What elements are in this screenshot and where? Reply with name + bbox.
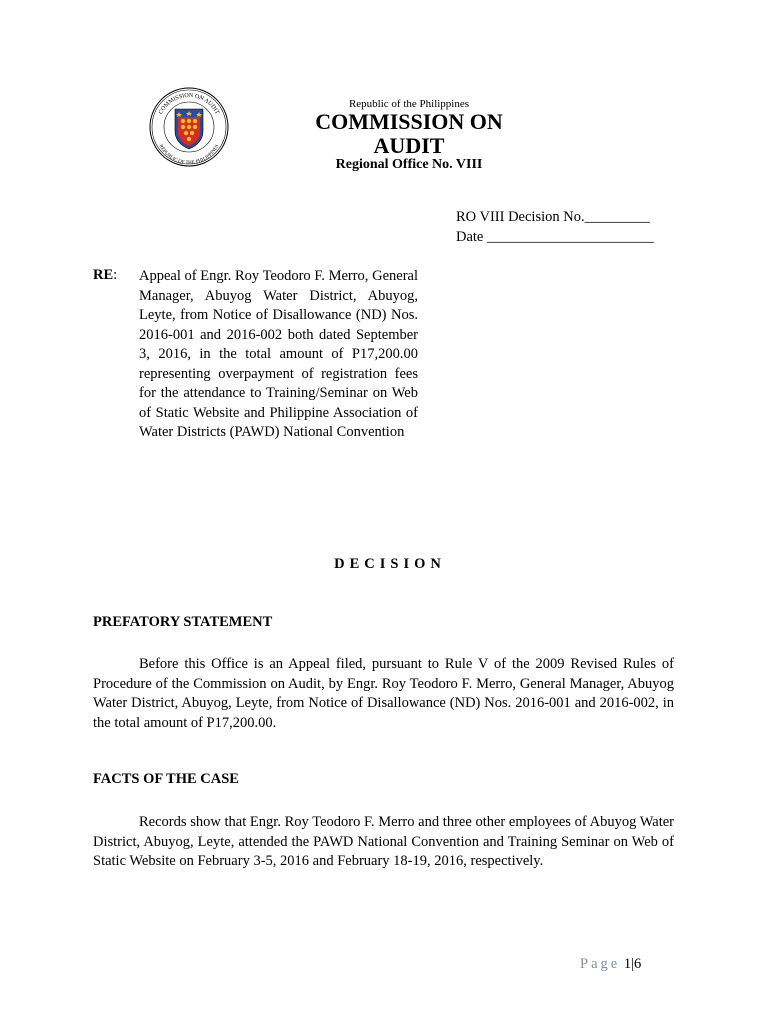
date-line: Date _______________________ bbox=[456, 229, 654, 245]
decision-number-line: RO VIII Decision No._________ bbox=[456, 209, 650, 225]
seal-text-bottom: REPUBLIC OF THE PHILIPPINES bbox=[157, 144, 221, 167]
republic-line: Republic of the Philippines bbox=[348, 98, 470, 110]
agency-title: COMMISSION ON AUDIT bbox=[315, 109, 503, 158]
seal-text-top: COMMISSION ON AUDIT bbox=[158, 92, 220, 116]
regional-office: Regional Office No. VIII bbox=[335, 157, 483, 172]
re-colon: : bbox=[113, 267, 118, 283]
re-subject: Appeal of Engr. Roy Teodoro F. Merro, General Manager, Abuyog Water District, Abuyog, Leyte, from Notice of Disallowance (ND) Nos. 2016-001 and 2016-002 both dated September 3, 2016, in the total amount of P17,200.00 representing overpayment of registration fees for the attendance to Training/Seminar on Web of Static Website and Philippine Association of Water Districts (PAWD) National Convention bbox=[139, 268, 418, 440]
section-text-prefatory: Before this Office is an Appeal filed, pursuant to Rule V of the 2009 Revised Rules of Procedure of the Commission on Audit, by Engr. Roy Teodoro F. Merro, General Manager, Abuyog Water District, Abuyog, Leyte, from Notice of Disallowance (ND) Nos. 2016-001 and 2016-002, in the total amount of P17,200.00. bbox=[93, 656, 674, 731]
page-separator: | bbox=[631, 956, 634, 972]
decision-heading: DECISION bbox=[334, 556, 446, 572]
coa-seal-logo bbox=[143, 87, 235, 167]
re-label-text: RE bbox=[93, 267, 114, 283]
section-heading-prefatory: PREFATORY STATEMENT bbox=[93, 614, 273, 630]
page-word: Page bbox=[580, 956, 621, 972]
page-footer bbox=[580, 956, 641, 973]
re-label bbox=[93, 267, 117, 284]
section-text-facts: Records show that Engr. Roy Teodoro F. Merro and three other employees of Abuyog Water District, Abuyog, Leyte, attended the PAWD National Convention and Training Seminar on Web of Static Website on February 3-5, 2016 and February 18-19, 2016, respectively. bbox=[93, 814, 674, 869]
page-total: 6 bbox=[633, 956, 642, 972]
page-number: 1 bbox=[623, 956, 632, 972]
section-heading-facts: FACTS OF THE CASE bbox=[93, 771, 239, 787]
